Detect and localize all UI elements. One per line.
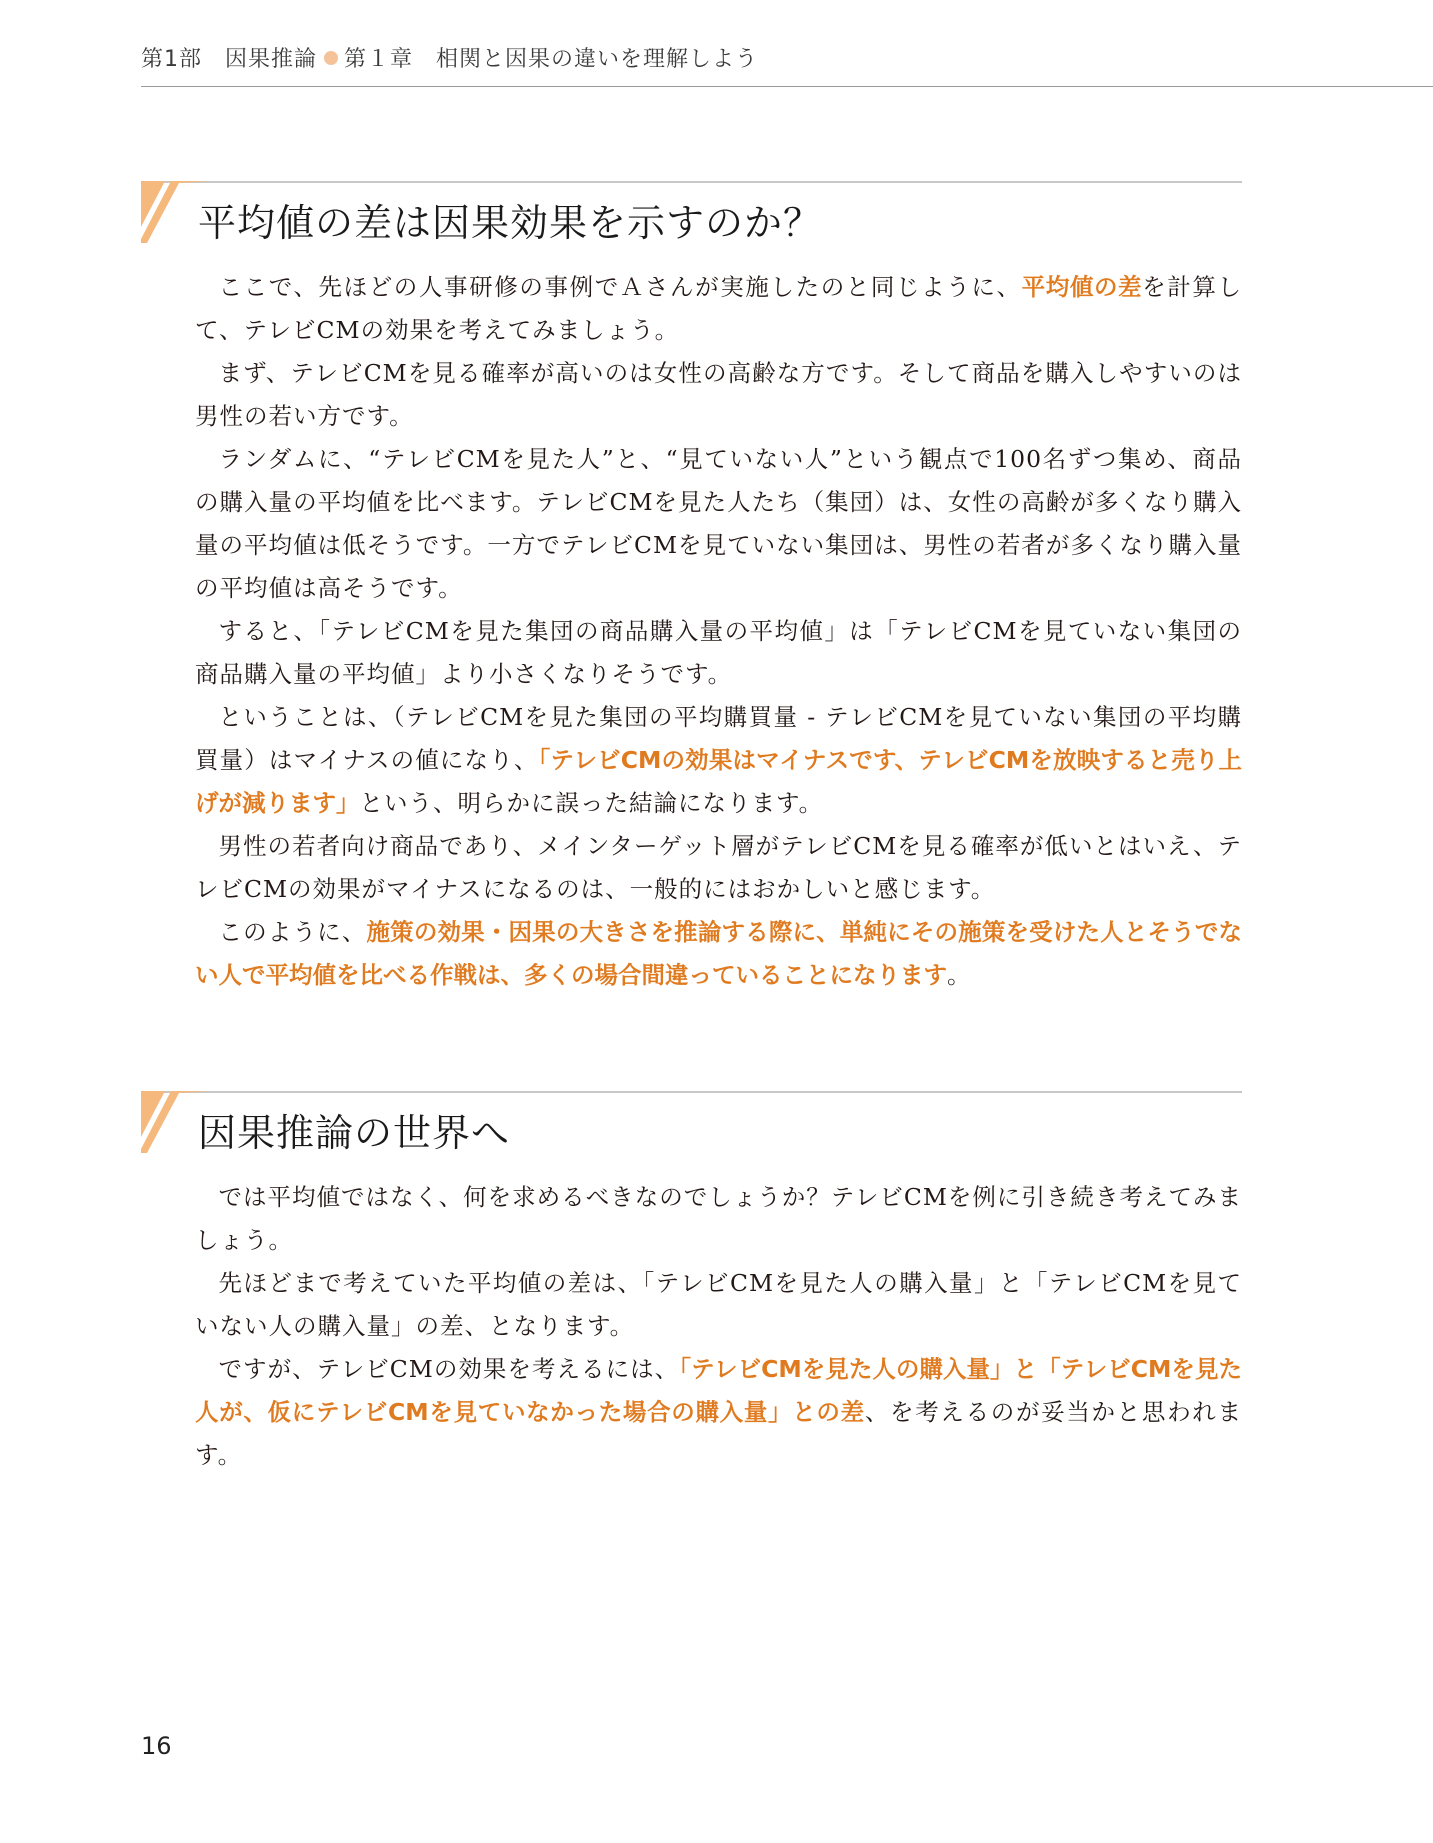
header-dot-icon (324, 51, 338, 65)
highlighted-text: 「テレビCMの効果はマイナスです、テレビCMを放映すると売り上げが減ります」 (195, 746, 1242, 817)
body-text: 。 (947, 961, 972, 989)
section-causal-inference (141, 1091, 1242, 1477)
body-text: ということは、（テレビCMを見た集団の平均購買量 - テレビCMを見ていない集団の平均購買量）はマイナスの値になり、 (195, 703, 1242, 774)
highlighted-text: 「テレビCMを見た人の購入量」と「テレビCMを見た人が、仮にテレビCMを見ていなかった場合の購入量」との差 (195, 1355, 1242, 1426)
paragraph (195, 825, 1242, 911)
section-averages (141, 181, 1242, 997)
body-text: という、明らかに誤った結論になります。 (359, 789, 824, 817)
page-number: 16 (141, 1732, 172, 1760)
paragraph (195, 352, 1242, 438)
body-text: 男性の若者向け商品であり、メインターゲット層がテレビCMを見る確率が低いとはいえ、テレビCMの効果がマイナスになるのは、一般的にはおかしいと感じます。 (195, 832, 1242, 903)
highlighted-text: 平均値の差 (1021, 273, 1143, 301)
paragraph (195, 610, 1242, 696)
body-text: すると、「テレビCMを見た集団の商品購入量の平均値」は「テレビCMを見ていない集団の商品購入量の平均値」より小さくなりそうです。 (195, 617, 1242, 688)
body-text: ランダムに、“テレビCMを見た人”と、“見ていない人”という観点で100名ずつ集め、商品の購入量の平均値を比べます。テレビCMを見た人たち（集団）は、女性の高齢が多くなり購入量の平均値は低そうです。一方でテレビCMを見ていない集団は、男性の若者が多くなり購入量の平均値は高そうです。 (195, 445, 1242, 602)
section-heading (141, 1091, 1242, 1155)
body-text: を計算して、テレビCMの効果を考えてみましょう。 (195, 273, 1243, 344)
paragraph (195, 911, 1242, 997)
paragraph (195, 1176, 1242, 1262)
header-rule (141, 86, 1433, 87)
body-text: このように、 (218, 918, 367, 946)
section-heading (141, 181, 1242, 245)
body-text: ですが、テレビCMの効果を考えるには、 (218, 1355, 680, 1383)
paragraph (195, 1262, 1242, 1348)
body-text: 先ほどまで考えていた平均値の差は、「テレビCMを見た人の購入量」と「テレビCMを見ていない人の購入量」の差、となります。 (195, 1269, 1242, 1340)
body-text: では平均値ではなく、何を求めるべきなのでしょうか？テレビCMを例に引き続き考えてみましょう。 (195, 1183, 1242, 1254)
header-part: 第1部 因果推論 (141, 47, 317, 72)
header-chapter: 第１章 相関と因果の違いを理解しよう (344, 47, 759, 72)
body-text: ここで、先ほどの人事研修の事例でＡさんが実施したのと同じように、 (218, 273, 1022, 301)
section-title: 因果推論の世界へ (198, 1111, 511, 1155)
paragraph (195, 266, 1242, 352)
running-header (141, 42, 758, 73)
paragraph (195, 1348, 1242, 1477)
body-text: まず、テレビCMを見る確率が高いのは女性の高齢な方です。そして商品を購入しやすいのは男性の若い方です。 (195, 359, 1242, 430)
section-body (141, 1176, 1242, 1477)
heading-rule (141, 181, 1242, 183)
body-text: 、を考えるのが妥当かと思われます。 (195, 1398, 1243, 1469)
section-title: 平均値の差は因果効果を示すのか？ (198, 201, 823, 245)
highlighted-text: 施策の効果・因果の大きさを推論する際に、単純にその施策を受けた人とそうでない人で平均値を比べる作戦は、多くの場合間違っていることになります (195, 918, 1242, 989)
paragraph (195, 438, 1242, 610)
paragraph (195, 696, 1242, 825)
heading-rule (141, 1091, 1242, 1093)
section-body (141, 266, 1242, 997)
